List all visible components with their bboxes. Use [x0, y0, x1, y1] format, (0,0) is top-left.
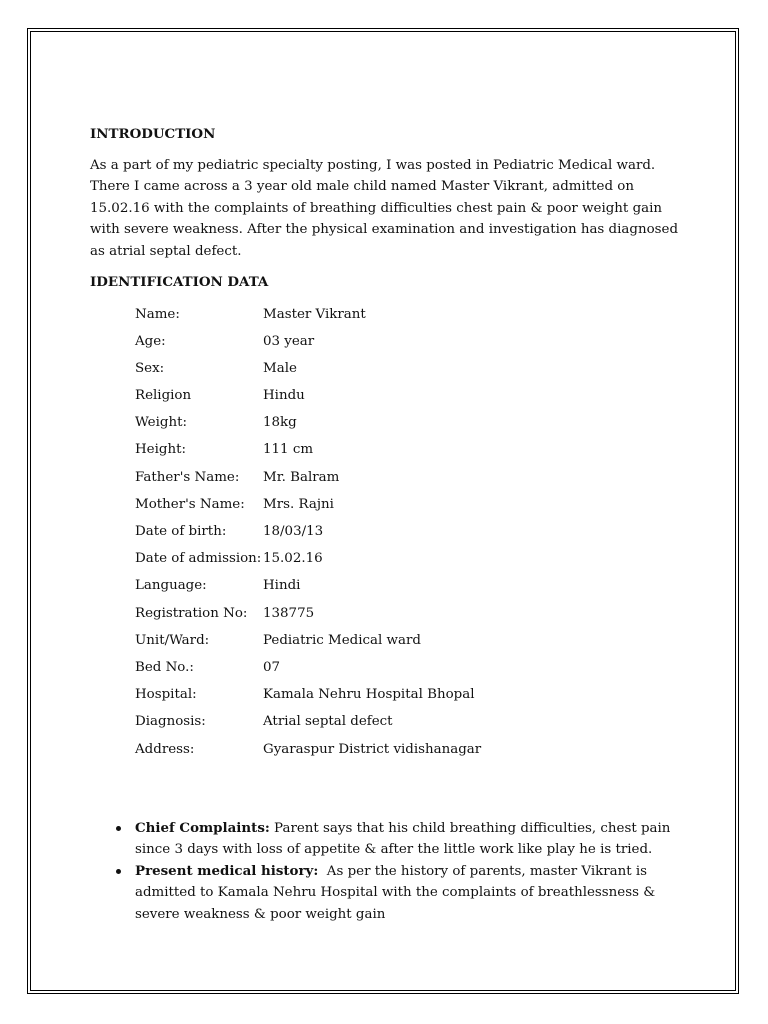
- identification-row: [135, 494, 481, 521]
- identification-value: Mrs. Rajni: [263, 496, 334, 512]
- identification-label: Religion: [135, 388, 192, 404]
- introduction-heading: INTRODUCTION: [90, 126, 216, 142]
- identification-row: [135, 684, 481, 711]
- identification-label: Diagnosis:: [135, 714, 206, 730]
- complaints-list: [90, 818, 680, 926]
- identification-value: Hindi: [263, 578, 301, 594]
- identification-label: Bed No.:: [135, 659, 194, 675]
- chief-complaints-item: [135, 818, 680, 861]
- identification-label: Father's Name:: [135, 469, 240, 485]
- chief-complaints-label: Chief Complaints:: [135, 819, 270, 836]
- identification-label: Language:: [135, 578, 207, 594]
- identification-value: 18kg: [263, 415, 297, 431]
- identification-label: Registration No:: [135, 605, 248, 621]
- identification-value: Male: [263, 360, 297, 376]
- identification-value: Hindu: [263, 388, 305, 404]
- identification-value: 111 cm: [263, 442, 314, 458]
- identification-label: Age:: [135, 333, 166, 349]
- present-medical-history-item: [135, 861, 680, 926]
- identification-row: [135, 439, 481, 466]
- identification-table: [135, 304, 481, 766]
- identification-heading: IDENTIFICATION DATA: [90, 274, 269, 290]
- identification-label: Height:: [135, 442, 186, 458]
- identification-value: Master Vikrant: [263, 306, 366, 322]
- introduction-text: As a part of my pediatric specialty posting, I was posted in Pediatric Medical ward. There I came across a 3 year old male child named Master Vikrant, admitted on 15.02.16 with the complaints of breathing difficulties chest pain & poor weight gain with severe weakness. After the physical examination and investigation has diagnosed as atrial septal defect.: [90, 157, 679, 259]
- identification-value: 138775: [263, 605, 315, 621]
- document-content: [90, 124, 680, 925]
- present-medical-history-label: Present medical history:: [135, 862, 319, 879]
- identification-label: Hospital:: [135, 687, 197, 703]
- identification-label: Date of birth:: [135, 524, 227, 539]
- identification-row: [135, 739, 481, 766]
- identification-row: [135, 385, 481, 412]
- identification-value: 15.02.16: [263, 551, 323, 567]
- identification-label: Date of admission:: [135, 551, 262, 567]
- identification-value: Pediatric Medical ward: [263, 632, 421, 648]
- identification-value: Kamala Nehru Hospital Bhopal: [263, 687, 475, 703]
- identification-row: [135, 467, 481, 494]
- identification-value: 18/03/13: [263, 524, 324, 539]
- identification-label: Sex:: [135, 360, 165, 376]
- identification-label: Name:: [135, 306, 180, 322]
- identification-row: [135, 358, 481, 385]
- identification-row: [135, 412, 481, 439]
- identification-value: Gyaraspur District vidishanagar: [263, 741, 482, 757]
- chief-complaints-text: Parent says that his child breathing difficulties, chest pain since 3 days with loss of appetite & after the little work like play he is tried.: [135, 820, 671, 858]
- identification-value: Atrial septal defect: [263, 714, 393, 730]
- identification-row: [135, 630, 481, 657]
- identification-value: 03 year: [263, 333, 315, 349]
- identification-row: [135, 711, 481, 738]
- identification-value: 07: [263, 659, 281, 675]
- present-medical-history-text: As per the history of parents, master Vikrant is admitted to Kamala Nehru Hospital with the complaints of breathlessness & severe weakness & poor weight gain: [135, 863, 660, 922]
- identification-row: [135, 657, 481, 684]
- identification-row: [135, 575, 481, 602]
- identification-label: Unit/Ward:: [135, 632, 210, 648]
- identification-row: [135, 548, 481, 575]
- identification-label: Address:: [135, 741, 195, 757]
- identification-label: Mother's Name:: [135, 496, 245, 512]
- identification-row: [135, 603, 481, 630]
- identification-value: Mr. Balram: [263, 469, 340, 485]
- identification-row: [135, 521, 481, 548]
- identification-label: Weight:: [135, 415, 187, 431]
- identification-row: [135, 304, 481, 331]
- identification-row: [135, 331, 481, 358]
